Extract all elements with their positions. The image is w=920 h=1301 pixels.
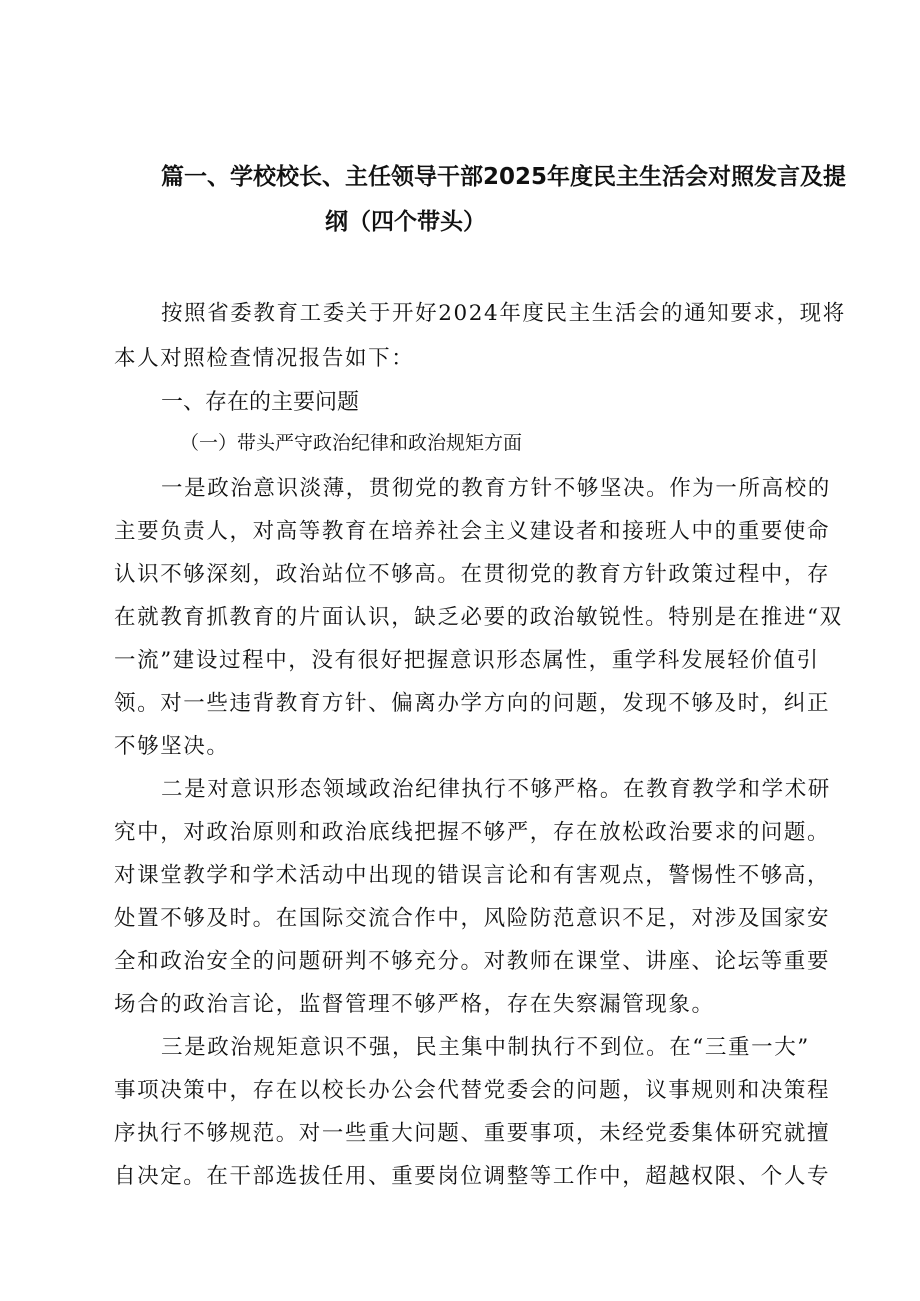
paragraph-1-line: 不够坚决。 [114,734,230,759]
subsection-heading: （一）带头严守政治纪律和政治规矩方面 [180,432,523,454]
paragraph-1-line: 在就教育抓教育的片面认识，缺乏必要的政治敏锐性。特别是在推进“双 [114,605,843,630]
paragraph-2-line: 全和政治安全的问题研判不够充分。对教师在课堂、讲座、论坛等重要 [114,949,831,974]
paragraph-3-line: 三是政治规矩意识不强，民主集中制执行不到位。在“三重一大” [161,1035,810,1060]
paragraph-3-line: 事项决策中，存在以校长办公会代替党委会的问题，议事规则和决策程 [114,1078,831,1103]
section-heading: 一、存在的主要问题 [161,390,360,415]
paragraph-2-line: 场合的政治言论，监督管理不够严格，存在失察漏管现象。 [114,992,715,1017]
document-title-line-2: 纲（四个带头） [325,209,486,235]
paragraph-2-line: 究中，对政治原则和政治底线把握不够严，存在放松政治要求的问题。 [114,820,831,845]
paragraph-2-line: 处置不够及时。在国际交流合作中，风险防范意识不足，对涉及国家安 [114,906,831,931]
intro-line-2: 本人对照检查情况报告如下： [114,346,415,371]
paragraph-1-line: 主要负责人，对高等教育在培养社会主义建设者和接班人中的重要使命 [114,519,831,544]
document-title-line-1: 篇一、学校校长、主任领导干部2025年度民主生活会对照发言及提 [161,164,847,190]
paragraph-1-line: 一流”建设过程中，没有很好把握意识形态属性，重学科发展轻价值引 [114,648,820,673]
paragraph-1-line: 领。对一些违背教育方针、偏离办学方向的问题，发现不够及时，纠正 [114,691,831,716]
intro-line-1: 按照省委教育工委关于开好2024年度民主生活会的通知要求，现将 [161,301,846,326]
paragraph-3-line: 自决定。在干部选拔任用、重要岗位调整等工作中，超越权限、个人专 [114,1164,831,1189]
paragraph-2-line: 对课堂教学和学术活动中出现的错误言论和有害观点，警惕性不够高， [114,863,831,888]
paragraph-1-line: 认识不够深刻，政治站位不够高。在贯彻党的教育方针政策过程中，存 [114,562,831,587]
paragraph-1-line: 一是政治意识淡薄，贯彻党的教育方针不够坚决。作为一所高校的 [161,476,831,501]
paragraph-2-line: 二是对意识形态领域政治纪律执行不够严格。在教育教学和学术研 [161,777,831,802]
paragraph-3-line: 序执行不够规范。对一些重大问题、重要事项，未经党委集体研究就擅 [114,1121,831,1146]
